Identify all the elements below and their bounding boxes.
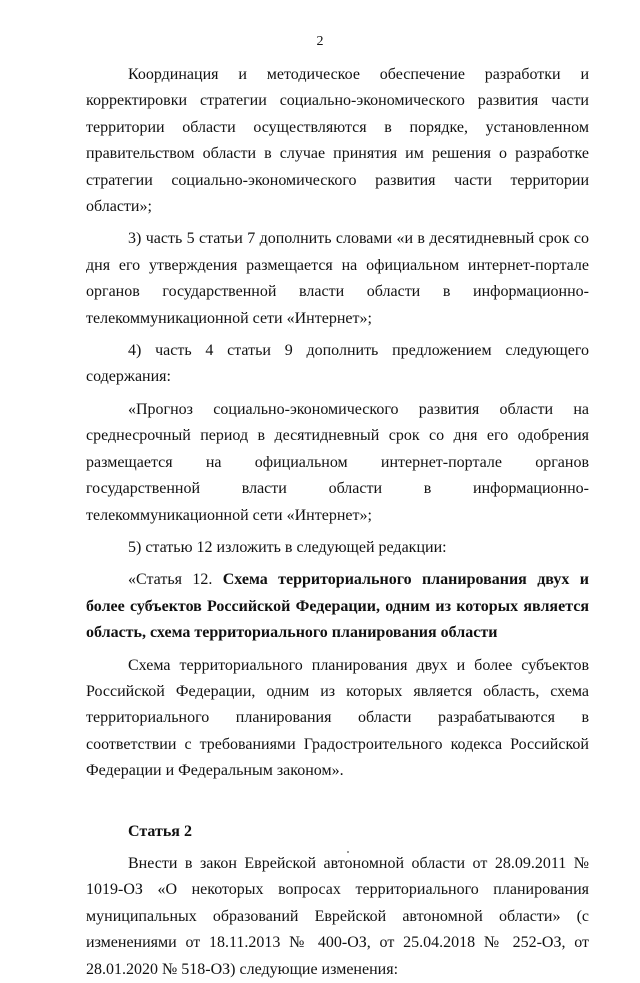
scan-speck <box>347 851 349 853</box>
paragraph-item-3: 3) часть 5 статьи 7 дополнить словами «и в десятидневный срок со дня его утверждения размещается на официальном интернет-портале органов государственной власти области в информационно-телекоммуникационной сети «Интернет»; <box>86 230 589 327</box>
paragraph-item-5: 5) статью 12 изложить в следующей редакции: <box>128 538 447 556</box>
paragraph-strategy-coordination: Координация и методическое обеспечение разработки и корректировки стратегии социально-экономического развития части территории области осуществляются в порядке, установленном правительством области в случае принятия им решения о разработке стратегии социально-экономического развития части территории области»; <box>86 66 589 216</box>
article-2-text: Внести в закон Еврейской автономной области от 28.09.2011 № 1019-ОЗ «О некоторых вопросах территориального планирования муниципальных образований Еврейской автономной области» (с изменениями от 18.11.2013 № 400-ОЗ, от 25.04.2018 № 252-ОЗ, от 28.01.2020 № 518-ОЗ) следующие изменения: <box>86 854 589 978</box>
article-12-body: Схема территориального планирования двух и более субъектов Российской Федерации, одним из которых является область, схема территориального планирования области разрабатываются в соответствии с требованиями Градостроительного кодекса Российской Федерации и Федеральным законом». <box>86 656 589 780</box>
document-body <box>86 62 589 983</box>
article-12-heading <box>86 567 589 646</box>
paragraph-item-4: 4) часть 4 статьи 9 дополнить предложением следующего содержания: <box>86 342 589 386</box>
article-12-title: Схема территориального планирования двух и более субъектов Российской Федерации, одним из которых является область, схема территориального планирования области <box>86 571 589 642</box>
paragraph-forecast-quote: «Прогноз социально-экономического развития области на среднесрочный период в десятидневный срок со дня его одобрения размещается на официальном интернет-портале органов государственной власти области в информационно-телекоммуникационной сети «Интернет»; <box>86 400 589 524</box>
article-12-prefix: «Статья 12. <box>128 571 223 589</box>
article-2-heading: Статья 2 <box>128 822 192 840</box>
page-number: 2 <box>316 34 324 49</box>
